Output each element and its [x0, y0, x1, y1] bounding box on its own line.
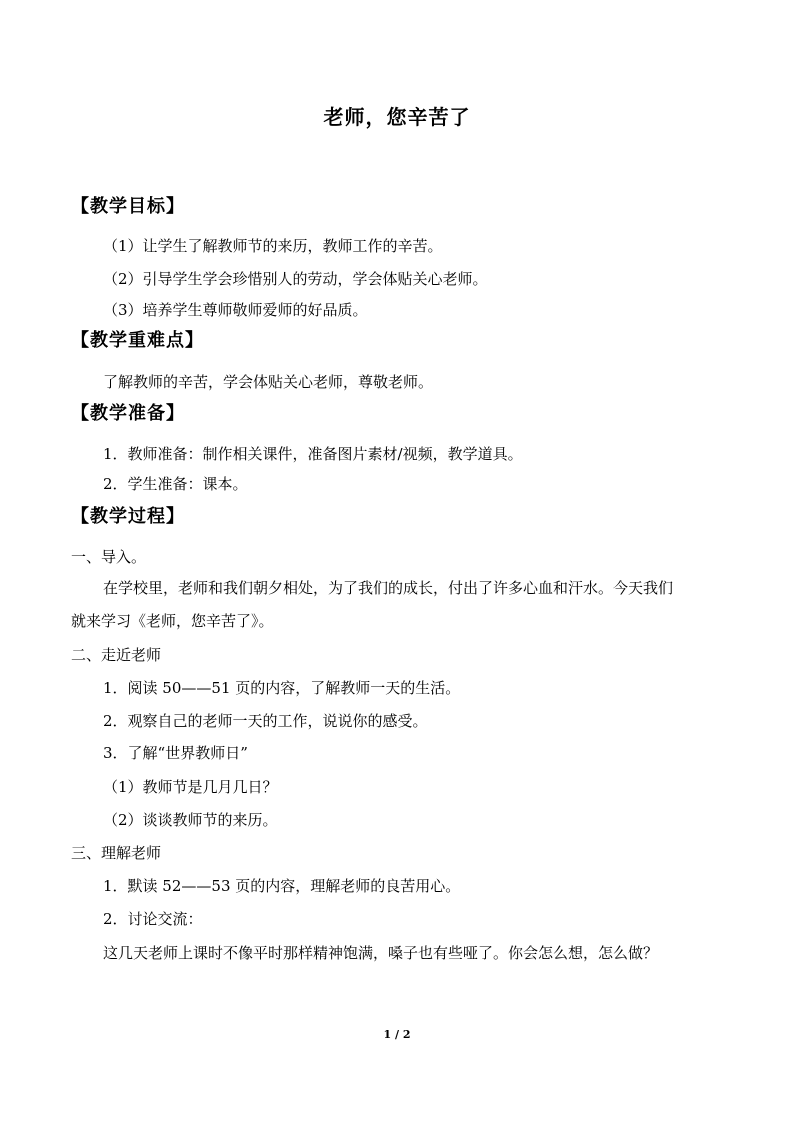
process-part2-title: 二、走近老师 [71, 646, 162, 664]
process-part2-item-4: （1）教师节是几月几日？ [103, 778, 278, 796]
document-title: 老师，您辛苦了 [323, 105, 471, 129]
objectives-heading: 【教学目标】 [71, 196, 185, 217]
key-points-heading: 【教学重难点】 [71, 330, 204, 351]
page-number: 1 / 2 [383, 1028, 411, 1041]
process-part3-item-1: 1．默读 52——53 页的内容，理解老师的良苦用心。 [103, 877, 461, 895]
objective-item-2: （2）引导学生学会珍惜别人的劳动，学会体贴关心老师。 [103, 270, 488, 288]
process-part3-item-3: 这几天老师上课时不像平时那样精神饱满，嗓子也有些哑了。你会怎么想，怎么做？ [103, 944, 659, 962]
process-part3-item-2: 2．讨论交流： [103, 910, 203, 928]
objective-item-3: （3）培养学生尊师敬师爱师的好品质。 [103, 301, 368, 319]
objective-item-1: （1）让学生了解教师节的来历，教师工作的辛苦。 [103, 237, 443, 255]
preparation-item-2: 2．学生准备：课本。 [103, 475, 248, 493]
key-points-text: 了解教师的辛苦，学会体贴关心老师，尊敬老师。 [103, 373, 434, 391]
process-part1-title: 一、导入。 [71, 548, 147, 566]
process-part2-item-1: 1．阅读 50——51 页的内容，了解教师一天的生活。 [103, 679, 461, 697]
preparation-heading: 【教学准备】 [71, 403, 185, 424]
preparation-item-1: 1．教师准备：制作相关课件，准备图片素材/视频，教学道具。 [103, 445, 523, 463]
process-heading: 【教学过程】 [71, 506, 185, 527]
process-part2-item-3: 3．了解“世界教师日” [103, 744, 248, 762]
process-part1-paragraph-line1: 在学校里，老师和我们朝夕相处，为了我们的成长，付出了许多心血和汗水。今天我们 [103, 579, 674, 597]
process-part3-title: 三、理解老师 [71, 844, 162, 862]
process-part2-item-2: 2．观察自己的老师一天的工作，说说你的感受。 [103, 712, 428, 730]
process-part1-paragraph-line2: 就来学习《老师，您辛苦了》。 [71, 612, 274, 630]
process-part2-item-5: （2）谈谈教师节的来历。 [103, 811, 278, 829]
